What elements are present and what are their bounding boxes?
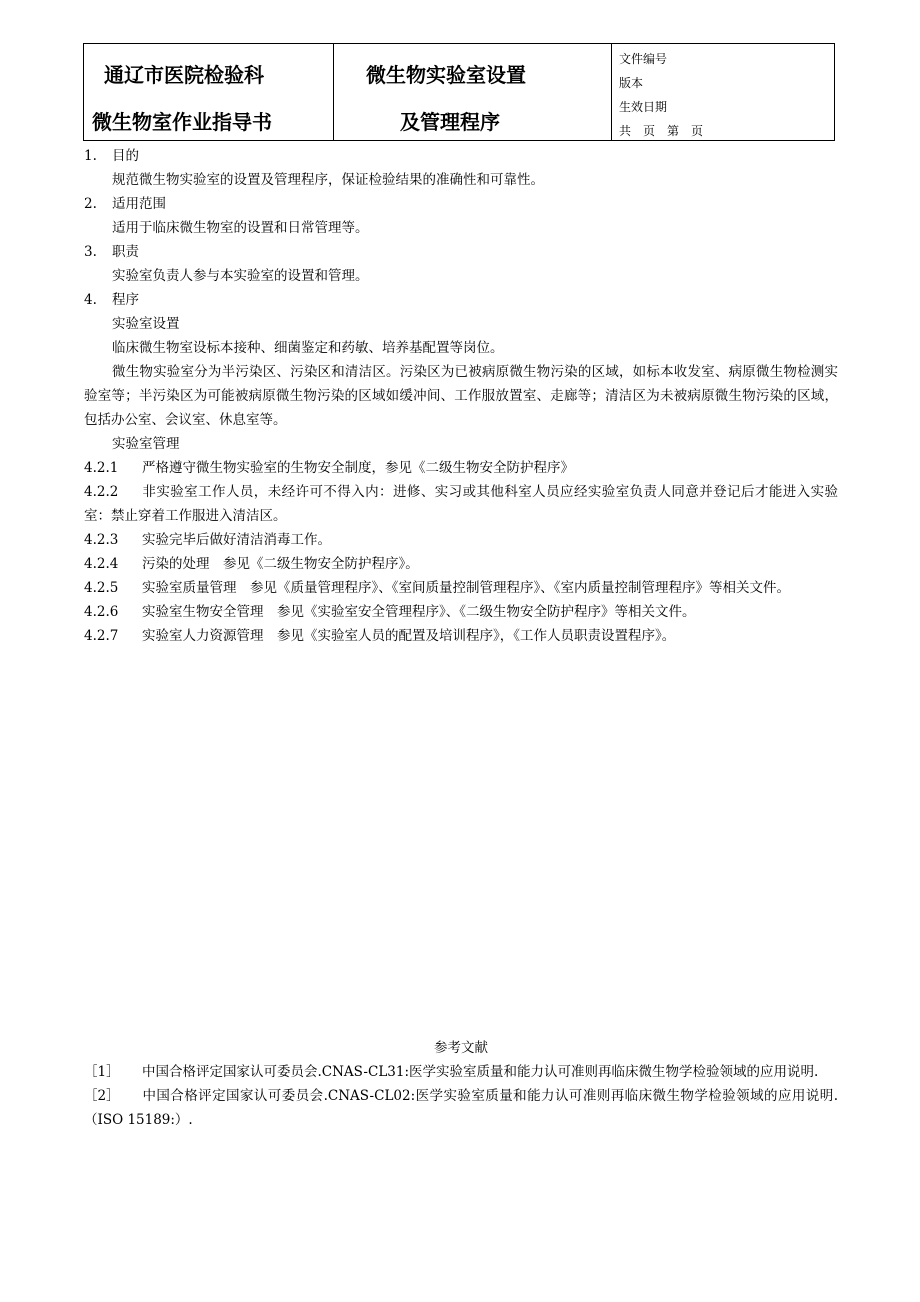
subsection-heading: 实验室设置 [112,316,180,332]
effective-date-label: 生效日期 [619,100,668,114]
section-paragraph: 适用于临床微生物室的设置和日常管理等。 [112,220,369,236]
section-heading: 1. 目的 [84,148,139,164]
doc-number-label: 文件编号 [619,52,668,66]
header-meta-cell [612,44,834,140]
page-count-label: 共 页 第 页 [619,124,704,138]
references-section [84,1036,838,1132]
list-item: 4.2.3 实验完毕后做好清洁消毒工作。 [84,532,331,548]
section-paragraph: 微生物实验室分为半污染区、污染区和清洁区。污染区为已被病原微生物污染的区域，如标本收发室、病原微生物检测实验室等；半污染区为可能被病原微生物污染的区域如缓冲间、工作服放置室、走廊等；清洁区为未被病原微生物污染的区域，包括办公室、会议室、休息室等。 [84,364,838,428]
header-title-cell [334,44,612,140]
section-heading: 3. 职责 [84,244,139,260]
list-item: 4.2.7 实验室人力资源管理 参见《实验室人员的配置及培训程序》，《工作人员职责设置程序》。 [84,628,676,644]
section-heading: 2. 适用范围 [84,196,166,212]
header-org-cell [84,44,334,140]
document-header-table [83,43,835,141]
subsection-heading: 实验室管理 [112,436,180,452]
header-org-line2: 微生物室作业指导书 [92,110,272,134]
version-label: 版本 [619,76,644,90]
header-title-line1: 微生物实验室设置 [366,63,526,87]
reference-item: ［2］ 中国合格评定国家认可委员会.CNAS-CL02:医学实验室质量和能力认可准则再临床微生物学检验领域的应用说明.（ISO 15189:）. [84,1088,838,1128]
section-paragraph: 实验室负责人参与本实验室的设置和管理。 [112,268,369,284]
list-item: 4.2.6 实验室生物安全管理 参见《实验室安全管理程序》、《二级生物安全防护程序》等相关文件。 [84,604,696,620]
document-body [84,144,838,648]
header-org-line1: 通辽市医院检验科 [104,63,264,87]
section-paragraph: 临床微生物室设标本接种、细菌鉴定和药敏、培养基配置等岗位。 [112,340,504,356]
list-item: 4.2.1 严格遵守微生物实验室的生物安全制度，参见《二级生物安全防护程序》 [84,460,574,476]
section-paragraph: 规范微生物实验室的设置及管理程序，保证检验结果的准确性和可靠性。 [112,172,544,188]
section-heading: 4. 程序 [84,292,139,308]
list-item: 4.2.5 实验室质量管理 参见《质量管理程序》、《室间质量控制管理程序》、《室内质量控制管理程序》等相关文件。 [84,580,790,596]
references-title: 参考文献 [434,1040,488,1056]
header-title-line2: 及管理程序 [400,110,500,134]
reference-item: ［1］ 中国合格评定国家认可委员会.CNAS-CL31:医学实验室质量和能力认可准则再临床微生物学检验领域的应用说明. [84,1064,819,1080]
list-item: 4.2.4 污染的处理 参见《二级生物安全防护程序》。 [84,556,419,572]
list-item: 4.2.2 非实验室工作人员，未经许可不得入内：进修、实习或其他科室人员应经实验室负责人同意并登记后才能进入实验室：禁止穿着工作服进入清洁区。 [84,484,838,524]
